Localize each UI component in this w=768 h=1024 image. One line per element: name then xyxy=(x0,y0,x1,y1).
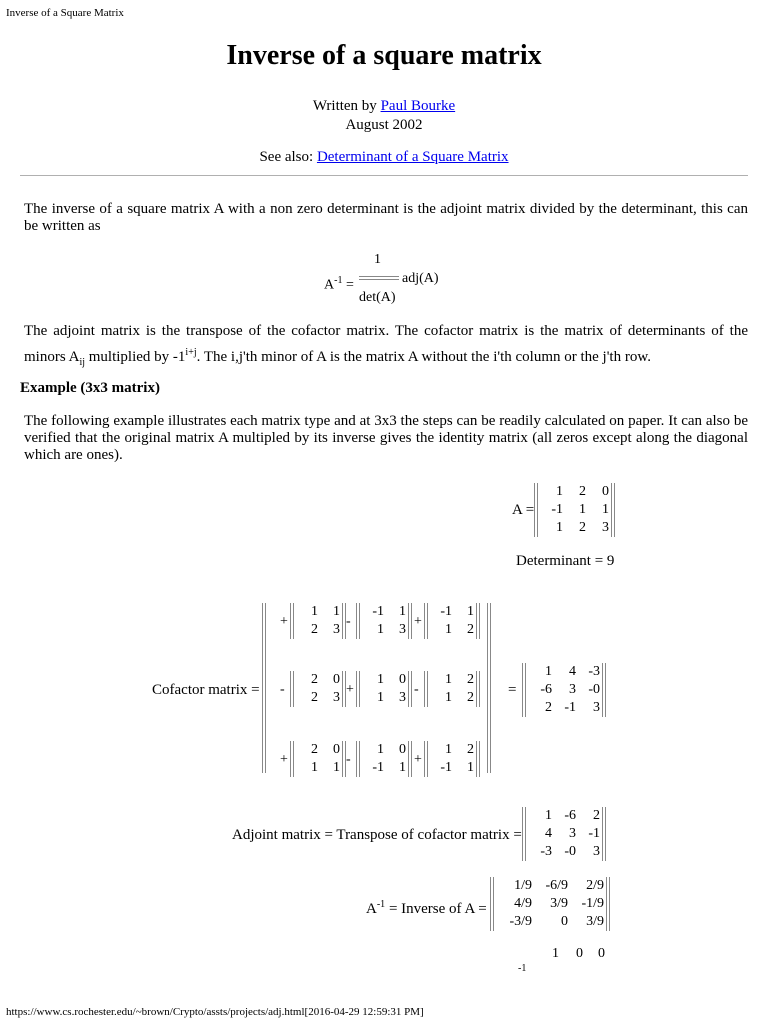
matrix-cell: -1 xyxy=(588,826,600,841)
matrix-bar-right xyxy=(606,877,610,931)
matrix-cells xyxy=(294,603,342,639)
minor-sign: + xyxy=(346,682,354,697)
fraction-bar xyxy=(359,276,399,280)
matrix-cell: 1 xyxy=(333,760,340,775)
matrix-cell: -1 xyxy=(564,700,576,715)
matrix-cell: 1 xyxy=(602,502,609,517)
matrix-cells xyxy=(538,483,611,537)
matrix-cofactor xyxy=(522,663,606,717)
minor-matrix xyxy=(290,671,346,707)
matrix-bar-right xyxy=(408,603,412,639)
minor-matrix xyxy=(356,603,412,639)
matrix-cell: 1 xyxy=(556,484,563,499)
matrix-cell: 2 xyxy=(311,622,318,637)
matrix-cell: 1 xyxy=(545,808,552,823)
matrix-cell: 2 xyxy=(593,808,600,823)
minor-sign: - xyxy=(346,614,351,629)
matrix-cell: 2 xyxy=(579,484,586,499)
matrix-cell: 3 xyxy=(569,826,576,841)
matrix-cell: 1 xyxy=(333,604,340,619)
matrix-cell: 1 xyxy=(445,672,452,687)
matrix-bar-right xyxy=(476,741,480,777)
matrix-cells xyxy=(428,741,476,777)
cofactor-bracket-left xyxy=(262,603,266,773)
cofactor-equals: = xyxy=(508,682,517,698)
matrix-cell: -6 xyxy=(564,808,576,823)
determinant-text: Determinant = 9 xyxy=(516,553,615,569)
matrix-cell: 1 xyxy=(399,604,406,619)
minor-matrix xyxy=(290,741,346,777)
minor-matrix xyxy=(424,603,480,639)
matrix-cell: 3 xyxy=(333,690,340,705)
matrix-cell: -0 xyxy=(588,682,600,697)
publication-date: August 2002 xyxy=(345,117,423,133)
matrix-cell: 1 xyxy=(445,742,452,757)
minor-sign: + xyxy=(280,752,288,767)
cofactor-label: Cofactor matrix = xyxy=(152,682,260,698)
matrix-cell: 2 xyxy=(311,672,318,687)
matrix-cell: 3 xyxy=(333,622,340,637)
matrix-cell: 1 xyxy=(445,622,452,637)
identity-cell: 1 xyxy=(552,946,559,961)
matrix-cell: 3 xyxy=(602,520,609,535)
matrix-bar-right xyxy=(476,671,480,707)
matrix-bar-right xyxy=(602,807,606,861)
matrix-cell: -0 xyxy=(564,844,576,859)
matrix-cell: 2 xyxy=(467,690,474,705)
matrix-bar-right xyxy=(408,671,412,707)
matrix-cell: 2 xyxy=(467,672,474,687)
matrix-cell: -1 xyxy=(372,760,384,775)
matrix-cell: 1 xyxy=(377,622,384,637)
matrix-cell: -6 xyxy=(540,682,552,697)
minor-matrix xyxy=(356,671,412,707)
minor-matrix xyxy=(424,741,480,777)
matrix-bar-right xyxy=(476,603,480,639)
matrix-bar-right xyxy=(602,663,606,717)
matrix-cell: -3 xyxy=(588,664,600,679)
matrix-cell: -1 xyxy=(440,760,452,775)
matrix-cell: 2 xyxy=(311,742,318,757)
matrix-cell: 4 xyxy=(545,826,552,841)
minor-matrix xyxy=(356,741,412,777)
matrix-cell: 0 xyxy=(333,742,340,757)
matrix-cells xyxy=(294,671,342,707)
intro-paragraph: The inverse of a square matrix A with a non zero determinant is the adjoint matrix divided by the determinant, this can be written as xyxy=(24,201,748,234)
matrix-cell: 1 xyxy=(556,520,563,535)
matrix-bar-right xyxy=(611,483,615,537)
matrix-cell: 2/9 xyxy=(586,878,604,893)
matrix-inverse xyxy=(490,877,610,931)
minor-sign: + xyxy=(414,752,422,767)
matrix-cell: 1 xyxy=(399,760,406,775)
matrix-cells xyxy=(360,671,408,707)
matrix-cell: 2 xyxy=(545,700,552,715)
matrix-cells xyxy=(360,741,408,777)
matrix-cell: 4/9 xyxy=(514,896,532,911)
matrix-cell: 1 xyxy=(377,690,384,705)
formula-numerator: 1 xyxy=(374,252,381,267)
written-by-label: Written by xyxy=(312,98,377,114)
inverse-label: $A^{-1}$ = Inverse of A = xyxy=(366,899,487,917)
identity-cell: 0 xyxy=(576,946,583,961)
matrix-cell: 2 xyxy=(311,690,318,705)
matrix-cell: -6/9 xyxy=(545,878,568,893)
formula-lhs: $A^{-1}$ = xyxy=(324,275,354,293)
matrix-adjoint xyxy=(522,807,606,861)
matrix-cell: 0 xyxy=(561,914,568,929)
matrix-cell: 3 xyxy=(593,700,600,715)
matrix-cell: 1 xyxy=(311,604,318,619)
matrix-bar-right xyxy=(408,741,412,777)
matrix-cells xyxy=(294,741,342,777)
formula-rhs: adj(A) xyxy=(402,271,439,286)
minor-sign: - xyxy=(280,682,285,697)
matrix-cells xyxy=(494,877,606,931)
formula-denominator: det(A) xyxy=(359,290,396,305)
matrix-cell: -1/9 xyxy=(581,896,604,911)
byline xyxy=(0,98,768,115)
matrix-cell: 1 xyxy=(545,664,552,679)
page-title: Inverse of a square matrix xyxy=(226,40,542,71)
matrix-cell: 0 xyxy=(399,672,406,687)
matrix-cell: 3 xyxy=(593,844,600,859)
divider xyxy=(20,175,748,176)
cofactor-bracket-right xyxy=(487,603,491,773)
matrix-cell: 0 xyxy=(399,742,406,757)
matrix-cell: 4 xyxy=(569,664,576,679)
matrix-a xyxy=(534,483,615,537)
matrix-cell: -1 xyxy=(440,604,452,619)
matrix-cell: 1 xyxy=(377,672,384,687)
see-also xyxy=(0,149,768,166)
identity-cell: 0 xyxy=(598,946,605,961)
matrix-cell: 1 xyxy=(445,690,452,705)
example-paragraph: The following example illustrates each matrix type and at 3x3 the steps can be readily calculated on paper. It can also be verified that the original matrix A multipled by its inverse gives the identity matrix (all zeros except along the diagonal which are ones). xyxy=(24,413,748,463)
minor-matrix xyxy=(290,603,346,639)
matrix-cell: 3 xyxy=(569,682,576,697)
matrix-cell: 3/9 xyxy=(586,914,604,929)
matrix-cell: 0 xyxy=(602,484,609,499)
minor-matrix xyxy=(424,671,480,707)
matrix-cell: 0 xyxy=(333,672,340,687)
matrix-cell: -1 xyxy=(372,604,384,619)
matrix-cells xyxy=(360,603,408,639)
matrix-cell: -1 xyxy=(551,502,563,517)
adjoint-paragraph: The adjoint matrix is the transpose of the cofactor matrix. The cofactor matrix is the matrix of determinants of the minors $A_{ij}$ multiplied by $-1^{i+j}$. The i,j'th minor of A is the matrix A without the i'th column or the j'th row. xyxy=(24,323,748,368)
matrix-cells xyxy=(428,671,476,707)
matrix-cells xyxy=(526,807,602,861)
matrix-cell: 3/9 xyxy=(550,896,568,911)
matrix-cell: -3/9 xyxy=(509,914,532,929)
footer-url: https://www.cs.rochester.edu/~brown/Crypto/assts/projects/adj.html[2016-04-29 12:59:31 PM] xyxy=(6,1006,424,1018)
minor-sign: - xyxy=(414,682,419,697)
minor-sign: + xyxy=(414,614,422,629)
matrix-cell: 2 xyxy=(467,622,474,637)
matrix-cells xyxy=(428,603,476,639)
minor-sign: + xyxy=(280,614,288,629)
matrix-cell: -3 xyxy=(540,844,552,859)
matrix-cell: 1 xyxy=(467,760,474,775)
trailing-superscript: -1 xyxy=(518,963,527,974)
matrix-cell: 1 xyxy=(467,604,474,619)
matrix-cell: 3 xyxy=(399,690,406,705)
example-heading: Example (3x3 matrix) xyxy=(20,380,160,396)
matrix-cell: 3 xyxy=(399,622,406,637)
minor-sign: - xyxy=(346,752,351,767)
matrix-cell: 2 xyxy=(467,742,474,757)
matrix-cell: 1 xyxy=(311,760,318,775)
matrix-cell: 1 xyxy=(377,742,384,757)
matrix-cell: 2 xyxy=(579,520,586,535)
adjoint-label: Adjoint matrix = Transpose of cofactor matrix = xyxy=(232,827,522,843)
browser-header-title: Inverse of a Square Matrix xyxy=(6,7,124,19)
author-link[interactable]: Paul Bourke xyxy=(380,98,456,114)
matrix-cell: 1 xyxy=(579,502,586,517)
determinant-link[interactable]: Determinant of a Square Matrix xyxy=(316,149,509,165)
matrix-cells xyxy=(526,663,602,717)
see-also-label: See also: xyxy=(259,149,314,165)
matrix-cell: 1/9 xyxy=(514,878,532,893)
a-label: A = xyxy=(512,502,535,518)
